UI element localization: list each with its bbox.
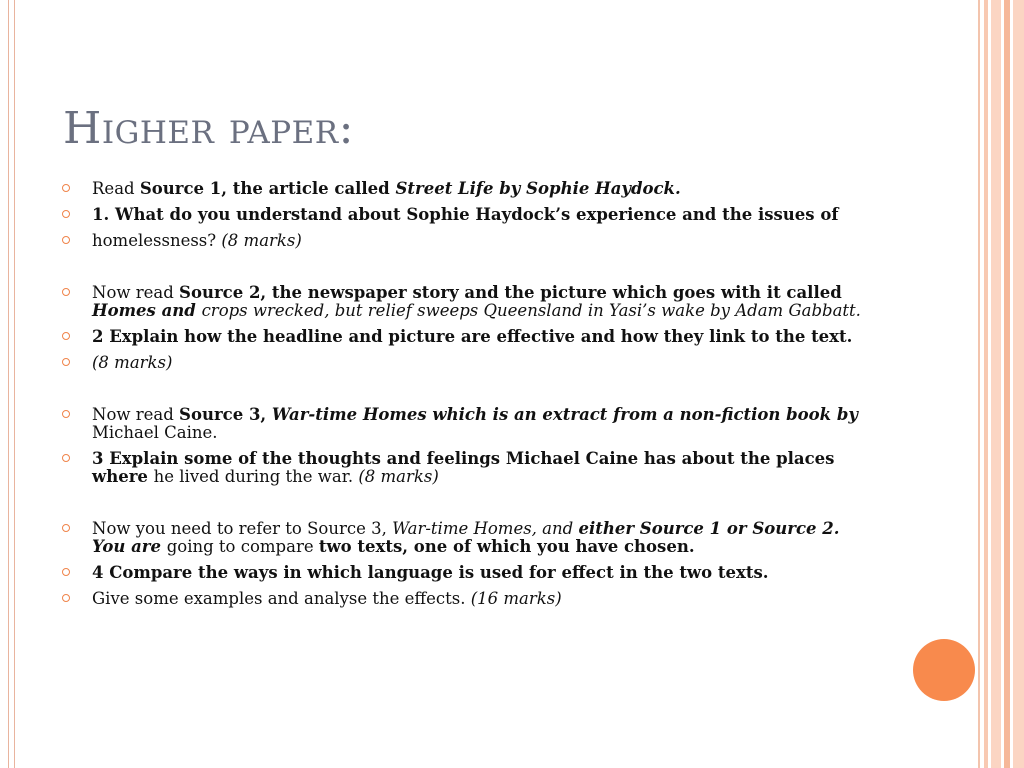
left-border-line — [8, 0, 9, 768]
list-item: Now read Source 3, War-time Homes which is an extract from a non-fiction book by Michael Caine. — [62, 406, 872, 442]
list-item: homelessness? (8 marks) — [62, 232, 872, 250]
circle-bullet-icon — [62, 524, 70, 532]
bullet-list — [62, 180, 872, 616]
list-item: Read Source 1, the article called Street Life by Sophie Haydock. — [62, 180, 872, 198]
circle-bullet-icon — [62, 184, 70, 192]
list-item: Now you need to refer to Source 3, War-time Homes, and either Source 1 or Source 2. You are going to compare two texts, one of which you have chosen. — [62, 520, 872, 556]
list-item: Now read Source 2, the newspaper story and the picture which goes with it called Homes and crops wrecked, but relief sweeps Queensland in Yasi’s wake by Adam Gabbatt. — [62, 284, 872, 320]
circle-bullet-icon — [62, 210, 70, 218]
circle-bullet-icon — [62, 288, 70, 296]
list-item: 2 Explain how the headline and picture are effective and how they link to the text. — [62, 328, 872, 346]
right-decorative-stripes — [978, 0, 1024, 768]
list-item: 1. What do you understand about Sophie Haydock’s experience and the issues of — [62, 206, 872, 224]
left-border-line-inner — [14, 0, 15, 768]
list-item: 3 Explain some of the thoughts and feelings Michael Caine has about the places where he lived during the war. (8 marks) — [62, 450, 872, 486]
circle-bullet-icon — [62, 410, 70, 418]
circle-bullet-icon — [62, 236, 70, 244]
circle-bullet-icon — [62, 454, 70, 462]
list-item: Give some examples and analyse the effects. (16 marks) — [62, 590, 872, 608]
decorative-orange-circle — [913, 639, 975, 701]
list-item: (8 marks) — [62, 354, 872, 372]
list-item: 4 Compare the ways in which language is used for effect in the two texts. — [62, 564, 872, 582]
circle-bullet-icon — [62, 594, 70, 602]
circle-bullet-icon — [62, 358, 70, 366]
circle-bullet-icon — [62, 332, 70, 340]
slide-title: Higher paper: — [63, 103, 354, 154]
circle-bullet-icon — [62, 568, 70, 576]
